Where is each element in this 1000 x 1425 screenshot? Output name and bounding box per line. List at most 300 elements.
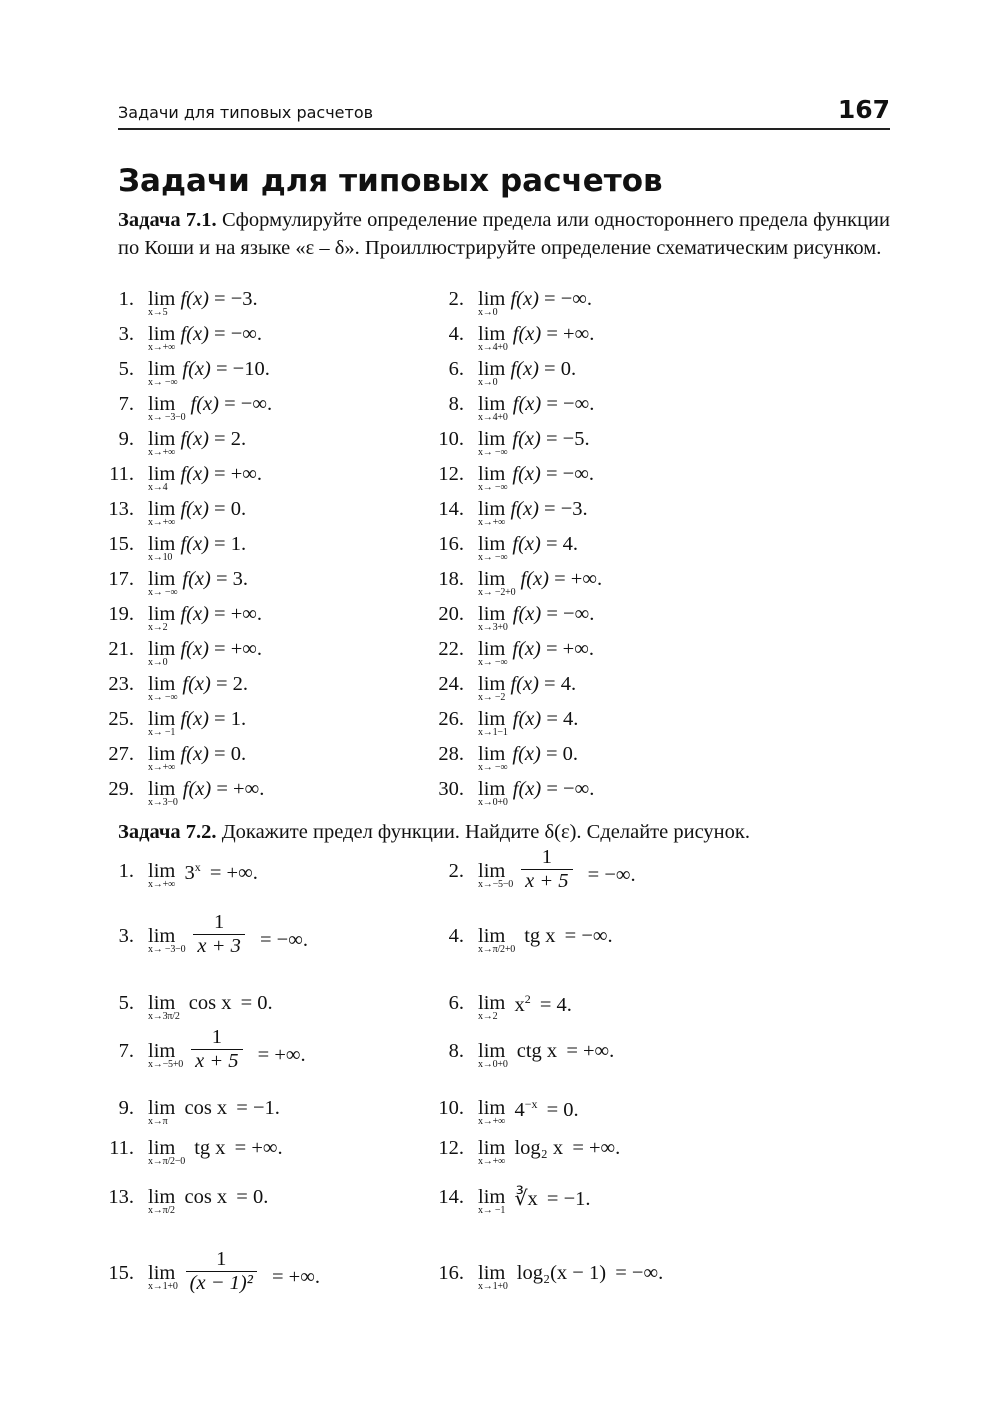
lim-operator [148, 603, 175, 633]
lim-operator [148, 778, 178, 808]
function-symbol: f(x) [507, 743, 546, 765]
limit-value: = +∞. [567, 1137, 621, 1159]
task-7-1-statement [118, 206, 890, 262]
limit-item [100, 498, 246, 528]
limit-expression [478, 568, 602, 598]
lim-operator [148, 498, 175, 528]
item-number: 2. [448, 288, 464, 310]
limit-expression [148, 911, 308, 958]
limit-value: = −∞. [559, 925, 613, 947]
lim-subscript: x→π [148, 1116, 168, 1127]
limit-item [430, 358, 576, 388]
lim-operator [478, 603, 508, 633]
item-number: 16. [438, 533, 464, 555]
lim-word: lim [478, 323, 506, 345]
function-symbol: f(x) [515, 568, 555, 590]
limit-item [430, 1262, 663, 1292]
limit-item [430, 778, 594, 808]
limit-value: = −3. [214, 288, 258, 310]
limit-value: = 4. [546, 708, 579, 730]
numerator: 1 [186, 1248, 257, 1272]
limit-value: = 4. [544, 673, 577, 695]
limit-value: = −∞. [582, 864, 636, 887]
function-symbol: f(x) [505, 358, 545, 380]
lim-word: lim [478, 358, 506, 380]
limit-item [100, 673, 248, 703]
function-symbol: f(x) [175, 288, 215, 310]
limit-item [100, 393, 272, 423]
lim-subscript: x→+∞ [478, 517, 505, 528]
item-number: 18. [438, 568, 464, 590]
function-body: tg x [519, 925, 556, 947]
item-number: 28. [438, 743, 464, 765]
limit-value: = 0. [231, 1186, 269, 1208]
item-number: 26. [438, 708, 464, 730]
item-number: 21. [108, 638, 134, 660]
limit-value: = −1. [541, 1188, 591, 1210]
lim-word: lim [478, 533, 506, 555]
lim-operator [478, 673, 505, 703]
lim-operator [478, 568, 515, 598]
lim-word: lim [478, 393, 506, 415]
fraction [191, 1026, 242, 1073]
limit-expression [148, 393, 272, 423]
lim-subscript: x→ −∞ [478, 482, 508, 493]
limit-item [100, 708, 246, 738]
lim-operator [148, 1262, 178, 1292]
task-7-2-label: Задача 7.2. [118, 821, 217, 843]
running-head [118, 96, 890, 130]
lim-word: lim [478, 743, 506, 765]
function-symbol: f(x) [175, 743, 215, 765]
lim-subscript: x→1+0 [148, 1281, 178, 1292]
function-symbol: f(x) [175, 498, 215, 520]
limit-value: = −∞. [545, 463, 594, 485]
lim-operator [478, 1097, 505, 1127]
function-symbol: f(x) [507, 323, 547, 345]
limit-expression [148, 1097, 280, 1127]
lim-word: lim [148, 925, 176, 947]
lim-word: lim [478, 925, 506, 947]
limit-value: = +∞. [214, 463, 263, 485]
lim-operator [478, 1040, 508, 1070]
item-number: 3. [118, 925, 134, 947]
function-symbol: f(x) [175, 463, 215, 485]
limit-expression [478, 428, 590, 458]
lim-subscript: x→ −∞ [148, 377, 178, 388]
limit-value: = −5. [545, 428, 590, 450]
lim-subscript: x→4 [148, 482, 168, 493]
fraction [186, 1248, 257, 1295]
limit-item [430, 1040, 614, 1070]
limit-item [100, 463, 262, 493]
function-symbol: f(x) [175, 428, 215, 450]
item-number: 5. [118, 992, 134, 1014]
function-symbol: f(x) [507, 708, 547, 730]
lim-word: lim [148, 603, 176, 625]
function-symbol: f(x) [175, 638, 215, 660]
lim-subscript: x→0 [148, 657, 168, 668]
limit-item [430, 992, 572, 1022]
lim-subscript: x→+∞ [148, 879, 175, 890]
limit-expression [478, 1186, 591, 1216]
lim-word: lim [148, 778, 176, 800]
lim-operator [148, 860, 175, 890]
lim-operator [148, 428, 175, 458]
limit-value: = 0. [545, 743, 579, 765]
lim-word: lim [478, 603, 506, 625]
lim-subscript: x→ −2+0 [478, 587, 516, 598]
item-number: 13. [108, 1186, 134, 1208]
lim-operator [478, 358, 505, 388]
lim-word: lim [148, 288, 176, 310]
lim-operator [148, 568, 177, 598]
limit-item [100, 288, 258, 318]
lim-operator [478, 428, 507, 458]
lim-subscript: x→ −3−0 [148, 412, 186, 423]
limit-item [430, 1097, 579, 1127]
lim-subscript: x→2 [478, 1011, 498, 1022]
limit-expression [148, 992, 273, 1022]
function-symbol: f(x) [507, 603, 547, 625]
item-number: 15. [108, 533, 134, 555]
lim-subscript: x→ −∞ [148, 692, 178, 703]
item-number: 22. [438, 638, 464, 660]
item-number: 8. [448, 393, 464, 415]
lim-subscript: x→0+0 [478, 797, 508, 808]
limit-expression [148, 778, 264, 808]
lim-word: lim [478, 1186, 506, 1208]
lim-operator [148, 708, 175, 738]
lim-subscript: x→ −1 [148, 727, 176, 738]
denominator: (x − 1)² [189, 1272, 253, 1294]
item-number: 8. [448, 1040, 464, 1062]
limit-expression [148, 358, 270, 388]
function-body: cos x [183, 992, 232, 1014]
lim-word: lim [148, 1137, 176, 1159]
limit-value: = +∞. [252, 1044, 306, 1067]
lim-operator [478, 1137, 505, 1167]
numerator: 1 [191, 1026, 242, 1050]
lim-operator [478, 498, 505, 528]
lim-word: lim [148, 533, 176, 555]
limit-value: = 0. [541, 1098, 579, 1121]
limit-item [430, 288, 592, 318]
function-body: x [509, 993, 525, 1016]
limit-item [100, 533, 246, 563]
numerator: 1 [193, 911, 244, 935]
limit-expression [478, 708, 578, 738]
limit-expression [478, 1137, 620, 1167]
limit-item [100, 778, 264, 808]
denominator: x + 5 [525, 870, 569, 892]
function-symbol: f(x) [177, 673, 216, 695]
limit-item [100, 1186, 268, 1216]
limit-value: = 0. [235, 992, 273, 1014]
limit-expression [478, 288, 592, 318]
lim-operator [148, 925, 185, 955]
lim-operator [148, 743, 175, 773]
lim-subscript: x→10 [148, 552, 173, 563]
lim-subscript: x→5 [148, 307, 168, 318]
page-number: 167 [837, 95, 890, 124]
section-title: Задачи для типовых расчетов [118, 163, 663, 199]
lim-word: lim [148, 1262, 176, 1284]
lim-word: lim [478, 1137, 506, 1159]
lim-operator [148, 673, 177, 703]
task-7-2-text: Докажите предел функции. Найдите δ(ε). Сделайте рисунок. [221, 821, 750, 843]
limit-value: = +∞. [546, 323, 595, 345]
lim-subscript: x→3−0 [148, 797, 178, 808]
item-number: 15. [108, 1262, 134, 1284]
limit-expression [148, 1026, 306, 1073]
lim-subscript: x→−5−0 [478, 879, 514, 890]
item-number: 14. [438, 498, 464, 520]
item-number: 9. [118, 1097, 134, 1119]
lim-subscript: x→0+0 [478, 1059, 508, 1070]
lim-operator [148, 463, 175, 493]
lim-subscript: x→ −3−0 [148, 944, 186, 955]
item-number: 6. [448, 992, 464, 1014]
limit-expression [478, 1040, 614, 1070]
lim-operator [478, 323, 508, 353]
item-number: 1. [118, 288, 134, 310]
lim-word: lim [148, 323, 176, 345]
lim-operator [148, 323, 175, 353]
limit-value: = −∞. [214, 323, 263, 345]
lim-operator [148, 393, 185, 423]
function-symbol: f(x) [507, 393, 547, 415]
lim-word: lim [148, 1040, 176, 1062]
limit-expression [478, 673, 576, 703]
function-symbol: f(x) [507, 778, 547, 800]
lim-operator [478, 778, 508, 808]
lim-subscript: x→0 [478, 307, 498, 318]
limit-value: = −∞. [224, 393, 273, 415]
limit-item [100, 992, 273, 1022]
fraction [521, 846, 572, 893]
limit-expression [148, 1137, 283, 1167]
item-number: 6. [448, 358, 464, 380]
lim-word: lim [478, 1262, 506, 1284]
limit-expression [478, 925, 613, 955]
limit-value: = −∞. [546, 393, 595, 415]
limit-value: = +∞. [214, 603, 263, 625]
limit-item [100, 358, 270, 388]
function-body: cos x [179, 1097, 228, 1119]
lim-subscript: x→3π/2 [148, 1011, 180, 1022]
lim-operator [478, 638, 507, 668]
function-symbol: f(x) [175, 323, 215, 345]
lim-subscript: x→+∞ [148, 762, 175, 773]
limit-value: = +∞. [554, 568, 603, 590]
lim-word: lim [148, 860, 176, 882]
lim-word: lim [148, 393, 176, 415]
limit-item [430, 533, 578, 563]
item-number: 29. [108, 778, 134, 800]
lim-subscript: x→+∞ [148, 517, 175, 528]
lim-word: lim [148, 638, 176, 660]
lim-subscript: x→3+0 [478, 622, 508, 633]
function-body: tg x [189, 1137, 226, 1159]
lim-operator [148, 288, 175, 318]
limit-value: = +∞. [229, 1137, 283, 1159]
limit-item [430, 1137, 620, 1167]
lim-word: lim [478, 463, 506, 485]
limit-item [430, 498, 588, 528]
function-body: 3 [179, 861, 195, 884]
lim-word: lim [148, 428, 176, 450]
function-symbol: f(x) [175, 533, 215, 555]
lim-operator [148, 638, 175, 668]
function-symbol: f(x) [505, 673, 545, 695]
lim-operator [478, 925, 515, 955]
lim-subscript: x→1−1 [478, 727, 508, 738]
lim-word: lim [148, 463, 176, 485]
limit-value: = 2. [214, 428, 247, 450]
limit-item [430, 846, 636, 893]
lim-operator [148, 1137, 185, 1167]
limit-item [100, 1097, 280, 1127]
limit-value: = 1. [214, 708, 247, 730]
limit-expression [148, 568, 248, 598]
limit-value: = −∞. [546, 603, 595, 625]
exponent: x [194, 860, 201, 874]
lim-subscript: x→ −2 [478, 692, 506, 703]
limit-expression [478, 358, 576, 388]
limit-expression [478, 533, 578, 563]
lim-subscript: x→ −1 [478, 1205, 506, 1216]
limit-expression [478, 1262, 663, 1292]
limit-item [430, 1186, 591, 1216]
limit-expression [148, 603, 262, 633]
limit-item [430, 603, 594, 633]
lim-subscript: x→ −∞ [148, 587, 178, 598]
limit-expression [148, 1186, 268, 1216]
lim-operator [478, 860, 513, 890]
lim-word: lim [478, 860, 506, 882]
limit-value: = 1. [214, 533, 247, 555]
lim-word: lim [478, 1097, 506, 1119]
item-number: 1. [118, 860, 134, 882]
lim-word: lim [478, 638, 506, 660]
lim-subscript: x→−5+0 [148, 1059, 184, 1070]
lim-subscript: x→4+0 [478, 342, 508, 353]
lim-operator [148, 992, 180, 1022]
denominator: x + 3 [197, 935, 241, 957]
item-number: 9. [118, 428, 134, 450]
limit-value: = 2. [215, 673, 249, 695]
item-number: 7. [118, 1040, 134, 1062]
limit-value: = +∞. [266, 1266, 320, 1289]
task-7-1-label: Задача 7.1. [118, 209, 217, 231]
lim-word: lim [148, 498, 176, 520]
lim-word: lim [478, 568, 506, 590]
lim-subscript: x→ −∞ [478, 552, 508, 563]
limit-expression [148, 673, 248, 703]
item-number: 14. [438, 1186, 464, 1208]
numerator: 1 [521, 846, 572, 870]
task-7-2-statement [118, 818, 890, 846]
limit-expression [478, 778, 594, 808]
limit-item [100, 1026, 306, 1073]
item-number: 19. [108, 603, 134, 625]
lim-operator [478, 743, 507, 773]
lim-operator [478, 1186, 505, 1216]
lim-operator [478, 393, 508, 423]
limit-expression [478, 743, 578, 773]
item-number: 10. [438, 1097, 464, 1119]
item-number: 2. [448, 860, 464, 882]
limit-expression [478, 498, 588, 528]
item-number: 16. [438, 1262, 464, 1284]
limit-item [430, 323, 594, 353]
limit-expression [148, 463, 262, 493]
lim-operator [148, 1097, 175, 1127]
limit-expression [478, 323, 594, 353]
function-body: ctg x [511, 1040, 558, 1062]
limit-expression [148, 708, 246, 738]
limit-value: = −∞. [546, 778, 595, 800]
function-symbol: f(x) [177, 568, 216, 590]
limit-value: = −1. [231, 1097, 280, 1119]
limit-item [100, 603, 262, 633]
item-number: 4. [448, 925, 464, 947]
item-number: 11. [109, 1137, 134, 1159]
lim-subscript: x→0 [478, 377, 498, 388]
item-number: 25. [108, 708, 134, 730]
limit-value: = 3. [215, 568, 249, 590]
item-number: 13. [108, 498, 134, 520]
limit-expression [148, 743, 246, 773]
function-symbol: f(x) [175, 603, 215, 625]
lim-operator [478, 708, 508, 738]
limit-value: = +∞. [204, 861, 258, 884]
function-body: 4 [509, 1098, 525, 1121]
lim-operator [478, 992, 505, 1022]
limit-value: = −10. [215, 358, 270, 380]
lim-word: lim [148, 1097, 176, 1119]
limit-item [430, 638, 594, 668]
limit-item [100, 743, 246, 773]
limit-item [100, 911, 308, 958]
function-symbol: f(x) [185, 393, 225, 415]
exponent: 2 [524, 992, 531, 1006]
denominator: x + 5 [195, 1050, 239, 1072]
item-number: 10. [438, 428, 464, 450]
function-symbol: f(x) [507, 638, 546, 660]
lim-subscript: x→2 [148, 622, 168, 633]
lim-subscript: x→π/2+0 [478, 944, 516, 955]
lim-subscript: x→ −∞ [478, 762, 508, 773]
exponent: −x [524, 1097, 538, 1111]
limit-expression [148, 533, 246, 563]
function-symbol: f(x) [505, 288, 545, 310]
item-number: 12. [438, 463, 464, 485]
limit-expression [478, 638, 594, 668]
limit-expression [478, 393, 594, 423]
lim-subscript: x→ −∞ [478, 447, 508, 458]
item-number: 12. [438, 1137, 464, 1159]
item-number: 11. [109, 463, 134, 485]
item-number: 23. [108, 673, 134, 695]
limit-item [430, 463, 594, 493]
item-number: 17. [108, 568, 134, 590]
lim-subscript: x→+∞ [478, 1156, 505, 1167]
limit-value: = −∞. [544, 288, 593, 310]
function-symbol: f(x) [177, 358, 216, 380]
item-number: 7. [118, 393, 134, 415]
